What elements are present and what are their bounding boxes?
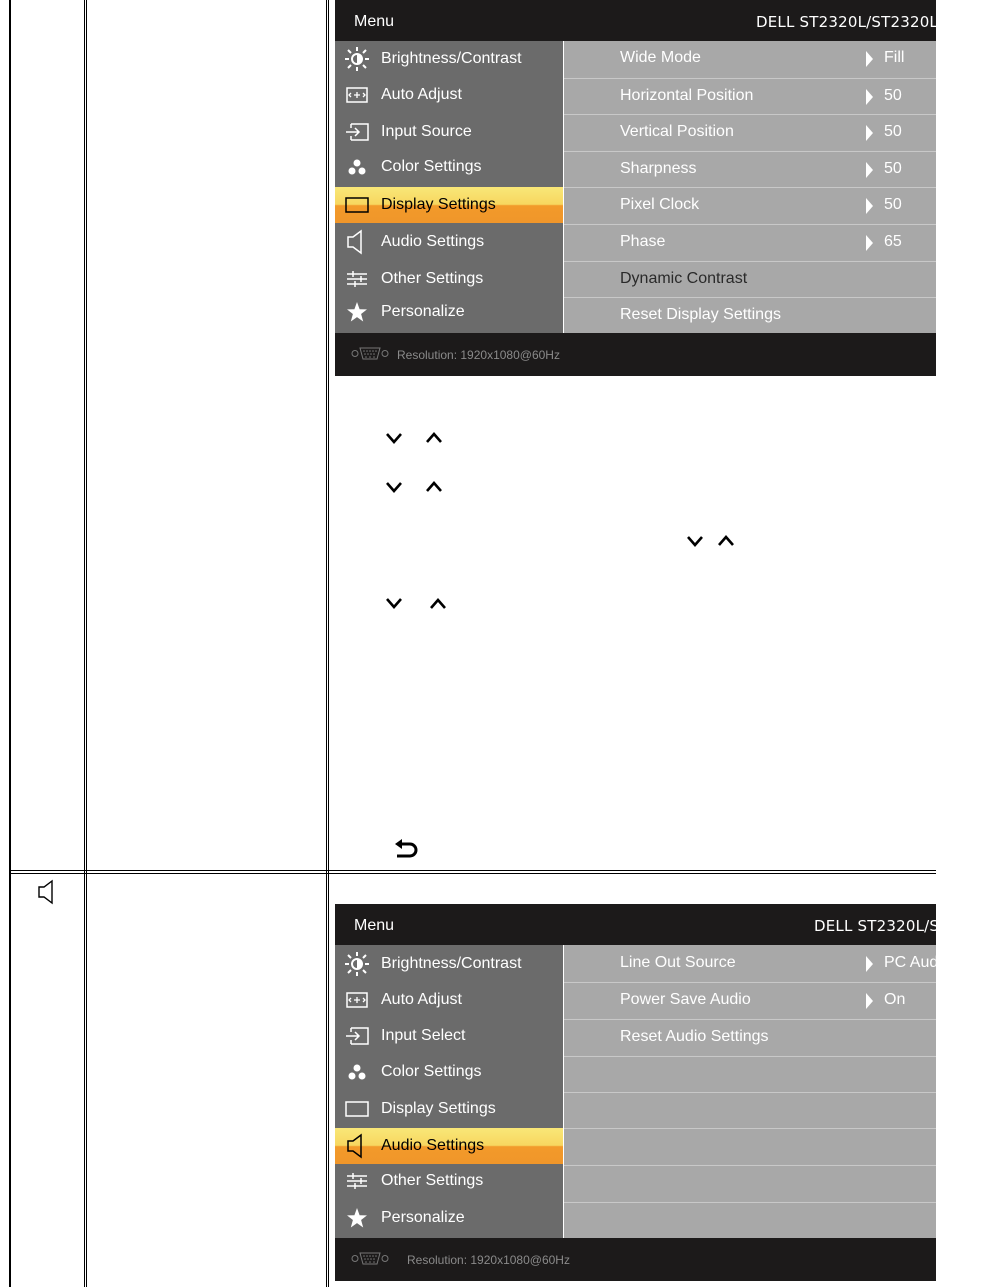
menu-item-auto-adjust[interactable]: [335, 77, 563, 113]
setting-label: Vertical Position: [620, 123, 734, 140]
osd-audio-settings: [335, 904, 996, 1287]
menu-item-personalize[interactable]: [335, 294, 563, 330]
menu-item-label: Personalize: [381, 1209, 465, 1226]
setting-label: Reset Audio Settings: [620, 1028, 769, 1045]
setting-row-dynamic-contrast[interactable]: [564, 261, 936, 297]
menu-item-other-settings[interactable]: [335, 261, 563, 297]
chevron-up-icon: [425, 431, 443, 445]
table-row-divider: [9, 870, 936, 871]
menu-item-label: Brightness/Contrast: [381, 50, 522, 67]
menu-item-label: Color Settings: [381, 1063, 482, 1080]
table-border-col1b: [86, 0, 87, 1287]
setting-label: Pixel Clock: [620, 196, 700, 213]
setting-row-sharpness[interactable]: [564, 151, 936, 187]
menu-item-label: Audio Settings: [381, 1137, 485, 1154]
setting-row-empty: [564, 1202, 936, 1238]
setting-row-phase[interactable]: [564, 224, 936, 260]
menu-item-display-settings[interactable]: [335, 1091, 563, 1127]
menu-item-label: Input Select: [381, 1027, 466, 1044]
menu-item-label: Other Settings: [381, 1172, 484, 1189]
setting-value: On: [884, 991, 906, 1008]
table-border-col2b: [328, 0, 329, 1287]
menu-item-color-settings[interactable]: [335, 149, 563, 185]
setting-value: 50: [884, 196, 902, 213]
setting-value: Fill: [884, 49, 905, 66]
setting-row-reset-audio-settings[interactable]: [564, 1019, 936, 1055]
menu-item-label: Auto Adjust: [381, 991, 462, 1008]
osd-footer: [335, 1238, 936, 1281]
setting-label: Dynamic Contrast: [620, 270, 748, 287]
setting-row-reset-display-settings[interactable]: [564, 297, 936, 333]
setting-label: Phase: [620, 233, 666, 250]
menu-item-input-select[interactable]: [335, 1018, 563, 1054]
setting-value: 50: [884, 87, 902, 104]
auto-adjust-icon: [345, 84, 369, 106]
menu-item-brightness-contrast[interactable]: [335, 41, 563, 77]
menu-item-personalize[interactable]: [335, 1200, 563, 1236]
vga-connector-icon: [350, 1251, 390, 1266]
menu-item-other-settings[interactable]: [335, 1163, 563, 1199]
star-icon: [345, 301, 369, 323]
osd-footer: [335, 333, 936, 376]
menu-title: Menu: [354, 917, 395, 934]
setting-label: Wide Mode: [620, 49, 701, 66]
caret-right-icon: [866, 51, 873, 67]
vga-connector-icon: [350, 346, 390, 361]
chevron-down-icon: [385, 596, 403, 610]
table-border-col1: [84, 0, 85, 1287]
table-border-left: [9, 0, 11, 1287]
chevron-up-icon: [429, 597, 447, 611]
setting-row-empty: [564, 1165, 936, 1201]
setting-row-empty: [564, 1128, 936, 1164]
caret-right-icon: [866, 162, 873, 178]
audio-settings-icon: [345, 1135, 369, 1157]
setting-row-wide-mode[interactable]: [564, 41, 936, 76]
caret-right-icon: [866, 956, 873, 972]
caret-right-icon: [866, 993, 873, 1009]
setting-row-empty: [564, 1056, 936, 1092]
audio-settings-icon: [345, 231, 369, 253]
auto-adjust-icon: [345, 989, 369, 1011]
menu-item-label: Color Settings: [381, 158, 482, 175]
setting-value: 65: [884, 233, 902, 250]
setting-value: 50: [884, 160, 902, 177]
setting-label: Sharpness: [620, 160, 697, 177]
caret-right-icon: [866, 89, 873, 105]
caret-right-icon: [866, 235, 873, 251]
setting-label: Power Save Audio: [620, 991, 751, 1008]
menu-item-color-settings[interactable]: [335, 1054, 563, 1090]
brightness-icon: [345, 953, 369, 975]
chevron-up-icon: [425, 480, 443, 494]
audio-settings-icon: [37, 879, 59, 905]
menu-title: Menu: [354, 13, 395, 30]
menu-item-label: Display Settings: [381, 196, 496, 213]
menu-item-label: Personalize: [381, 303, 465, 320]
setting-row-horizontal-position[interactable]: [564, 78, 936, 114]
setting-label: Line Out Source: [620, 954, 736, 971]
menu-item-label: Audio Settings: [381, 233, 485, 250]
menu-item-auto-adjust[interactable]: [335, 982, 563, 1018]
menu-item-brightness-contrast[interactable]: [335, 946, 563, 982]
menu-item-audio-settings[interactable]: [335, 224, 563, 260]
other-settings-icon: [345, 1170, 369, 1192]
chevron-up-icon: [717, 534, 735, 548]
setting-row-power-save-audio[interactable]: [564, 982, 936, 1018]
resolution-text: Resolution: 1920x1080@60Hz: [397, 348, 560, 362]
osd-header: [335, 0, 936, 41]
setting-row-line-out-source[interactable]: [564, 946, 951, 981]
input-select-icon: [345, 1025, 369, 1047]
input-source-icon: [345, 121, 369, 143]
chevron-down-icon: [385, 480, 403, 494]
table-row-divider-b: [9, 873, 936, 874]
model-name: DELL ST2320L/ST2320L: [756, 13, 938, 31]
display-settings-icon: [345, 1098, 369, 1120]
setting-label: Reset Display Settings: [620, 306, 781, 323]
menu-item-label: Input Source: [381, 123, 472, 140]
resolution-text: Resolution: 1920x1080@60Hz: [407, 1253, 570, 1267]
setting-row-empty: [564, 1092, 936, 1128]
model-name: DELL ST2320L/ST2320L: [814, 917, 996, 935]
star-icon: [345, 1207, 369, 1229]
caret-right-icon: [866, 198, 873, 214]
brightness-icon: [345, 48, 369, 70]
display-settings-icon: [345, 194, 369, 216]
setting-row-pixel-clock[interactable]: [564, 187, 936, 223]
osd-header: [335, 904, 996, 945]
setting-value: PC Audio: [884, 954, 951, 971]
menu-item-input-source[interactable]: [335, 114, 563, 150]
setting-row-vertical-position[interactable]: [564, 114, 936, 150]
menu-item-label: Auto Adjust: [381, 86, 462, 103]
setting-value: 50: [884, 123, 902, 140]
color-settings-icon: [345, 156, 369, 178]
menu-item-label: Display Settings: [381, 1100, 496, 1117]
menu-item-label: Other Settings: [381, 270, 484, 287]
menu-item-display-settings[interactable]: [335, 187, 563, 223]
osd-display-settings: [335, 0, 936, 376]
color-settings-icon: [345, 1061, 369, 1083]
chevron-down-icon: [686, 534, 704, 548]
menu-item-label: Brightness/Contrast: [381, 955, 522, 972]
setting-label: Horizontal Position: [620, 87, 754, 104]
caret-right-icon: [866, 125, 873, 141]
menu-item-audio-settings[interactable]: [335, 1128, 563, 1164]
chevron-down-icon: [385, 431, 403, 445]
table-border-col2: [326, 0, 327, 1287]
other-settings-icon: [345, 268, 369, 290]
back-arrow-icon: [394, 838, 420, 860]
